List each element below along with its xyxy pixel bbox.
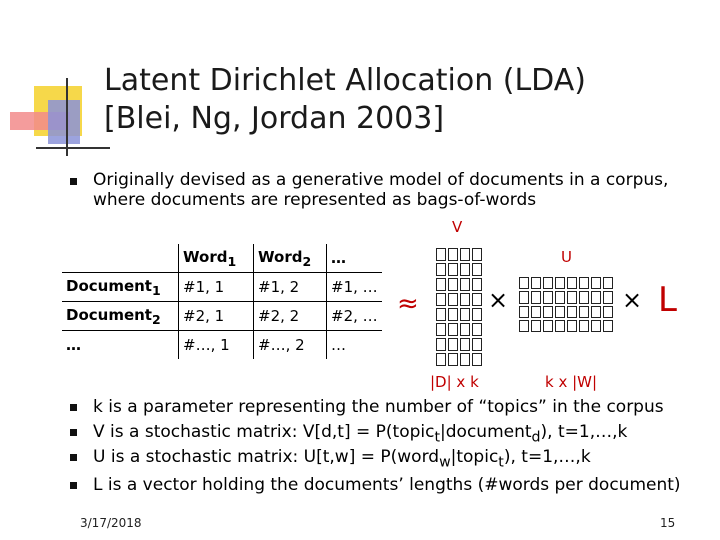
times-symbol: × (488, 286, 509, 314)
table-cell: #…, 1 (179, 331, 254, 360)
matrix-cell (591, 277, 601, 289)
matrix-cell (472, 338, 482, 351)
table-cell: #1, … (327, 273, 382, 302)
matrix-cell (555, 306, 565, 318)
matrix-cell (531, 291, 541, 303)
title-line-2: [Blei, Ng, Jordan 2003] (104, 101, 445, 136)
bullet-text-part: ), t=1,…,k (540, 422, 628, 442)
matrix-cell (436, 338, 446, 351)
bullet-marker (70, 404, 77, 411)
v-matrix-dims: |D| x k (430, 373, 479, 391)
table-cell: #2, 2 (254, 302, 327, 331)
u-matrix-grid (519, 277, 613, 332)
bullet-subscript: d (531, 429, 541, 446)
times-symbol: × (622, 286, 643, 314)
bullet-text-k (93, 397, 664, 417)
matrix-cell (543, 291, 553, 303)
matrix-cell (543, 306, 553, 318)
matrix-cell (436, 263, 446, 276)
table-cell: #1, 1 (179, 273, 254, 302)
matrix-cell (472, 308, 482, 321)
bullet-text-part: L is a vector holding the documents’ lengths (#words per document) (93, 475, 681, 495)
intro-text (93, 170, 668, 210)
matrix-cell (448, 278, 458, 291)
matrix-cell (519, 291, 529, 303)
matrix-cell (519, 320, 529, 332)
table-header-cell: Word$_1$ (179, 244, 254, 273)
u-matrix-label: U (561, 248, 572, 266)
matrix-cell (460, 308, 470, 321)
matrix-cell (579, 306, 589, 318)
bullet-marker (70, 429, 77, 436)
bullet-subscript: t (498, 454, 504, 471)
bullet-text-part: ), t=1,…,k (503, 447, 591, 467)
table-cell: #2, 1 (179, 302, 254, 331)
bullet-marker (70, 178, 77, 185)
l-vector-label: L (658, 280, 677, 320)
table-row (62, 331, 382, 360)
bullet-marker (70, 454, 77, 461)
bullet-text-u (93, 447, 591, 472)
table-row-label: … (62, 331, 179, 360)
matrix-cell (591, 320, 601, 332)
matrix-cell (436, 248, 446, 261)
bullet-marker (70, 482, 77, 489)
matrix-cell (472, 248, 482, 261)
slide-title (104, 62, 586, 138)
matrix-cell (460, 338, 470, 351)
table-header-cell: … (327, 244, 382, 273)
matrix-cell (555, 277, 565, 289)
matrix-cell (531, 306, 541, 318)
matrix-cell (543, 277, 553, 289)
matrix-cell (448, 323, 458, 336)
u-matrix-dims: k x |W| (545, 373, 598, 391)
bullet-text-part: k is a parameter representing the number of “topics” in the corpus (93, 397, 664, 417)
matrix-cell (472, 353, 482, 366)
matrix-cell (519, 277, 529, 289)
matrix-cell (460, 248, 470, 261)
logo-blue-block (48, 100, 80, 144)
matrix-cell (603, 291, 613, 303)
matrix-cell (436, 353, 446, 366)
matrix-cell (567, 306, 577, 318)
v-matrix-grid (436, 248, 482, 366)
matrix-cell (472, 323, 482, 336)
matrix-cell (448, 353, 458, 366)
matrix-cell (591, 291, 601, 303)
table-cell: … (327, 331, 382, 360)
matrix-cell (567, 291, 577, 303)
matrix-cell (567, 320, 577, 332)
matrix-cell (579, 320, 589, 332)
bullet-subscript: t (434, 429, 441, 446)
table-cell: #…, 2 (254, 331, 327, 360)
matrix-cell (436, 293, 446, 306)
matrix-cell (567, 277, 577, 289)
table-header-cell (62, 244, 179, 273)
table-row (62, 273, 382, 302)
table-row (62, 302, 382, 331)
matrix-cell (519, 306, 529, 318)
matrix-cell (448, 308, 458, 321)
document-word-table (62, 244, 382, 359)
matrix-cell (579, 277, 589, 289)
title-line-1: Latent Dirichlet Allocation (LDA) (104, 63, 586, 98)
matrix-cell (448, 263, 458, 276)
table-cell: #2, … (327, 302, 382, 331)
intro-line-1: Originally devised as a generative model of documents in a corpus, (93, 170, 669, 190)
logo-horizontal-line (36, 147, 110, 149)
matrix-cell (472, 293, 482, 306)
matrix-cell (460, 263, 470, 276)
table-row-label: Document$_2$ (62, 302, 179, 331)
matrix-cell (436, 308, 446, 321)
bullet-text-v (93, 422, 627, 447)
matrix-cell (531, 277, 541, 289)
approx-symbol: ≈ (397, 289, 419, 319)
matrix-cell (460, 278, 470, 291)
bullet-text-part: |topic (450, 447, 499, 467)
matrix-cell (436, 323, 446, 336)
table-cell: #1, 2 (254, 273, 327, 302)
matrix-cell (460, 293, 470, 306)
bullet-text-l (93, 475, 681, 495)
matrix-cell (603, 277, 613, 289)
matrix-cell (579, 291, 589, 303)
v-matrix-label: V (452, 218, 463, 236)
logo-vertical-line (66, 78, 68, 156)
matrix-cell (460, 323, 470, 336)
bullet-text-part: U is a stochastic matrix: U[t,w] = P(word (93, 447, 440, 467)
matrix-cell (448, 338, 458, 351)
page-number: 15 (660, 516, 676, 530)
bullet-subscript: w (439, 454, 451, 471)
matrix-cell (460, 353, 470, 366)
bullet-text-part: V is a stochastic matrix: V[d,t] = P(topic (93, 422, 435, 442)
matrix-cell (472, 278, 482, 291)
table-header-row (62, 244, 382, 273)
matrix-cell (448, 293, 458, 306)
footer-date: 3/17/2018 (80, 516, 142, 530)
table-header-cell: Word$_2$ (254, 244, 327, 273)
matrix-cell (531, 320, 541, 332)
matrix-cell (591, 306, 601, 318)
matrix-cell (448, 248, 458, 261)
matrix-cell (472, 263, 482, 276)
matrix-cell (436, 278, 446, 291)
matrix-cell (603, 320, 613, 332)
matrix-cell (603, 306, 613, 318)
matrix-cell (555, 291, 565, 303)
table-row-label: Document$_1$ (62, 273, 179, 302)
intro-line-2: where documents are represented as bags-of-words (93, 190, 537, 210)
matrix-cell (555, 320, 565, 332)
bullet-text-part: |document (440, 422, 532, 442)
matrix-cell (543, 320, 553, 332)
